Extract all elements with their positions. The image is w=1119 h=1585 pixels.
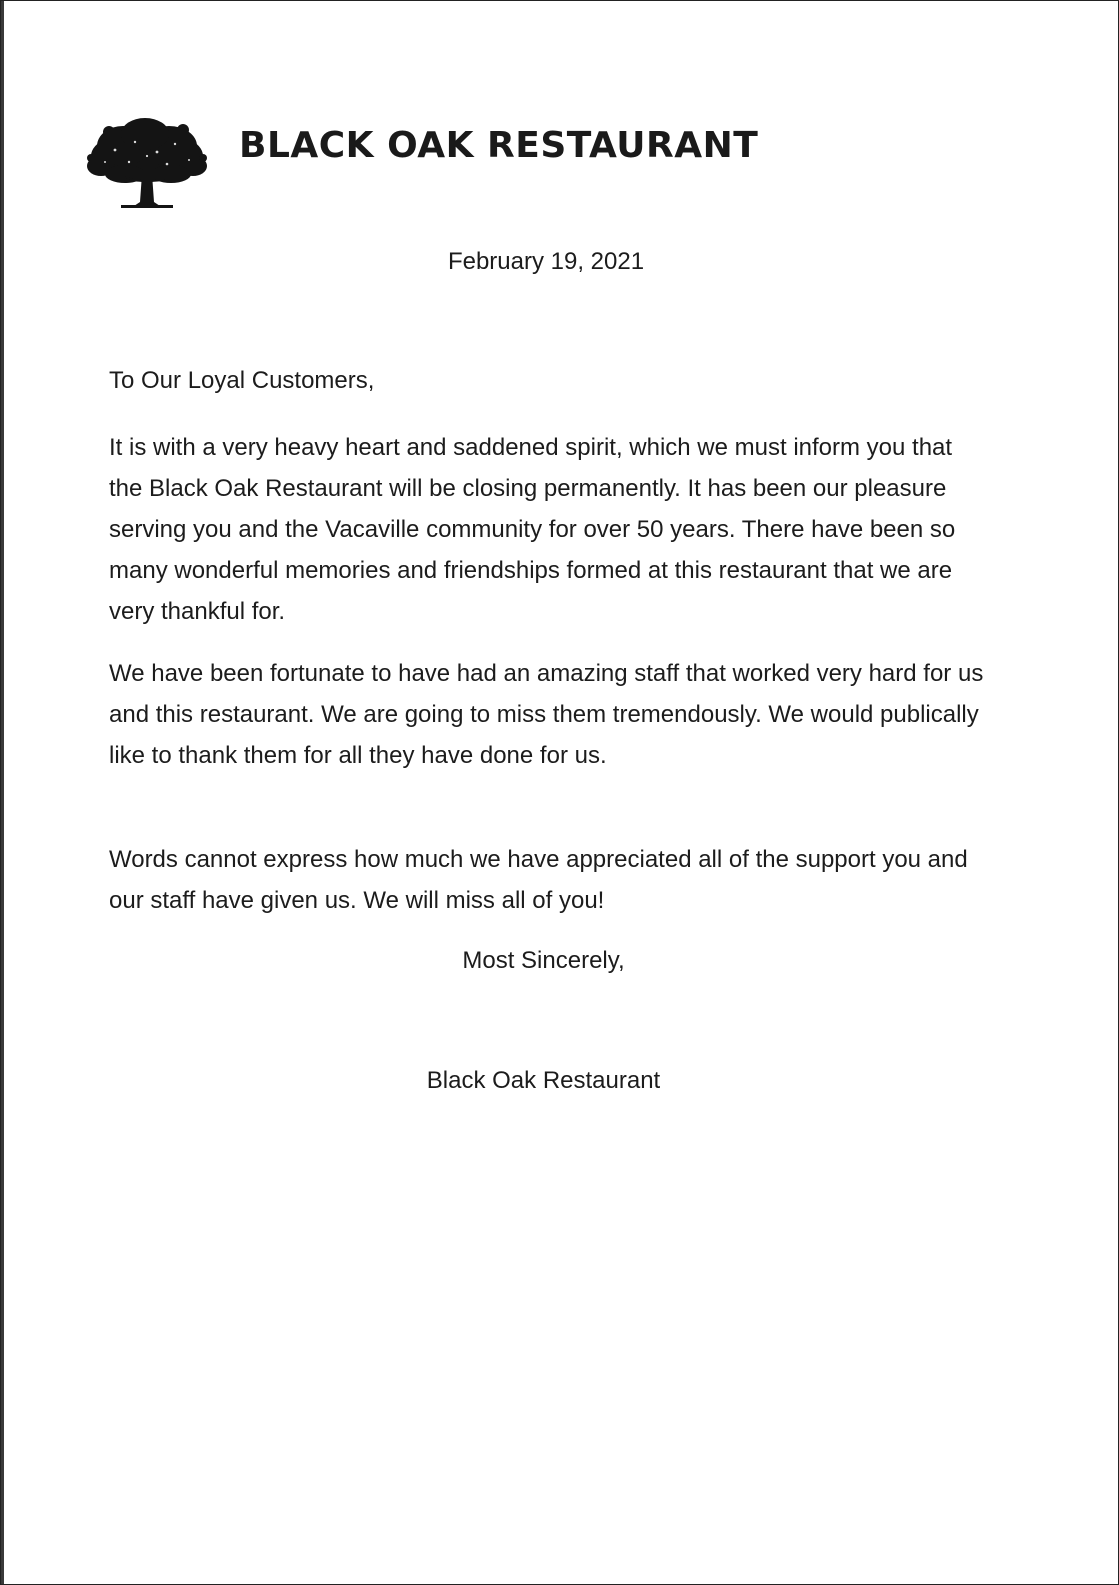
company-name: BLACK OAK RESTAURANT <box>239 125 759 166</box>
paragraph-staff-thanks: We have been fortunate to have had an amazing staff that worked very hard for us and this restaurant. We are going to miss them tremendously. We would publically like to thank them for all they have done for us. <box>109 660 984 769</box>
salutation: To Our Loyal Customers, <box>109 367 375 394</box>
scan-edge <box>1 1 4 1584</box>
paragraph-appreciation: Words cannot express how much we have appreciated all of the support you and our staff have given us. We will miss all of you! <box>109 846 968 914</box>
letterhead <box>85 111 885 221</box>
oak-tree-icon <box>85 116 209 212</box>
letter-date: February 19, 2021 <box>447 248 645 275</box>
closing: Most Sincerely, <box>462 947 625 974</box>
paragraph-closing-announcement: It is with a very heavy heart and saddened spirit, which we must inform you that the Black Oak Restaurant will be closing permanently. It has been our pleasure serving you and the Vacaville community for over 50 years. There have been so many wonderful memories and friendships formed at this restaurant that we are very thankful for. <box>109 434 956 625</box>
signature: Black Oak Restaurant <box>426 1067 661 1094</box>
